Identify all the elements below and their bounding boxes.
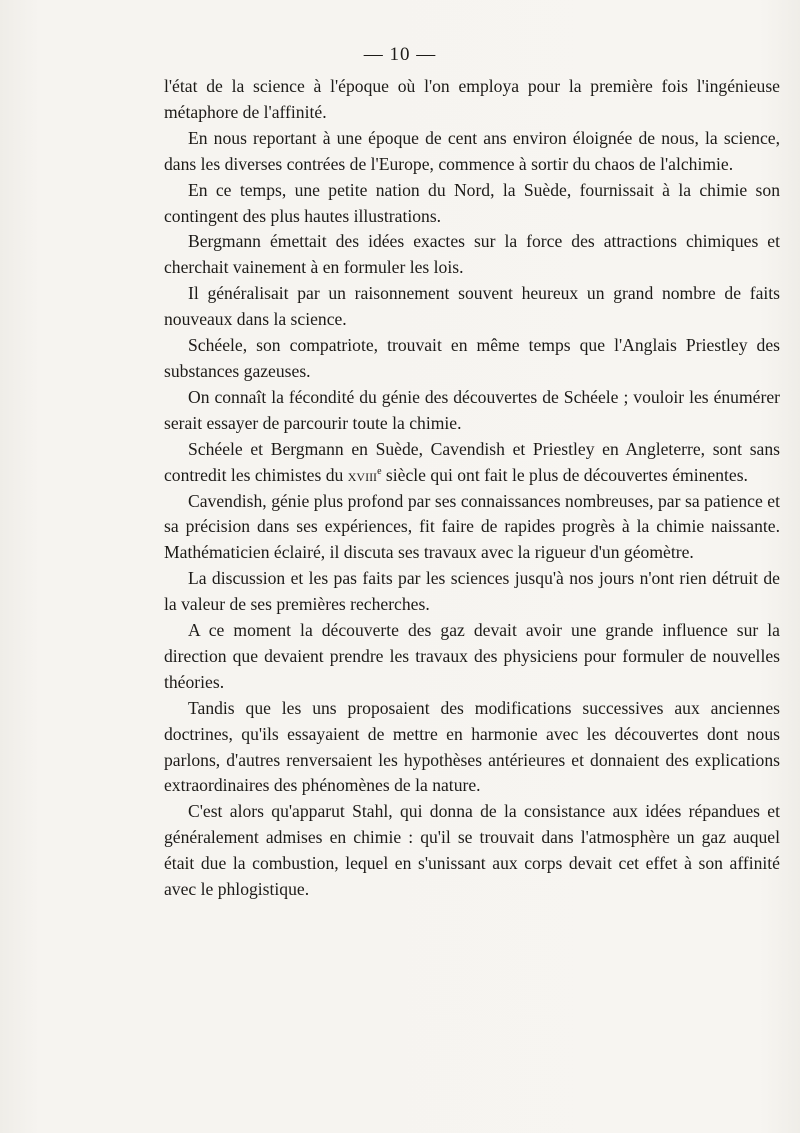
paragraph: Il généralisait par un raisonnement souvent heureux un grand nombre de faits nouveaux dans la science. [164, 283, 780, 330]
paragraph: En nous reportant à une époque de cent ans environ éloignée de nous, la science, dans les diverses contrées de l'Europe, commence à sortir du chaos de l'alchimie. [164, 127, 780, 174]
paragraph: Schéele, son compatriote, trouvait en même temps que l'Anglais Priestley des substances gazeuses. [164, 335, 780, 381]
paragraph-text: siècle qui ont fait le plus de découvertes éminentes. [381, 464, 748, 485]
body-text [164, 74, 780, 903]
paragraph-text: Schéele et Bergmann en Suède, Cavendish et Priestley en Angleterre, sont sans contredit les chimistes du [164, 438, 780, 485]
paragraph: Tandis que les uns proposaient des modifications successives aux anciennes doctrines, qu'ils essayaient de mettre en harmonie avec les découvertes dont nous parlons, d'autres renversaient les hypothèses antérieures et donnaient des explications extraordinaires des phénomènes de la nature. [164, 697, 780, 796]
paragraph: Cavendish, génie plus profond par ses connaissances nombreuses, par sa patience et sa précision dans ses expériences, fit faire de rapides progrès à la chimie naissante. Mathématicien éclairé, il discuta ses travaux avec la rigueur d'un géomètre. [164, 490, 780, 563]
paragraph: Bergmann émettait des idées exactes sur la force des attractions chimiques et cherchait vainement à en formuler les lois. [164, 231, 780, 278]
century-numeral: xviii [347, 464, 378, 485]
paragraph: En ce temps, une petite nation du Nord, la Suède, fournissait à la chimie son contingent des plus hautes illustrations. [164, 179, 780, 226]
century-superscript: e [377, 465, 382, 477]
page-number: — 10 — [363, 44, 437, 65]
paragraph: l'état de la science à l'époque où l'on employa pour la première fois l'ingénieuse métaphore de l'affinité. [164, 76, 780, 122]
paragraph: On connaît la fécondité du génie des découvertes de Schéele ; vouloir les énumérer serait essayer de parcourir toute la chimie. [164, 386, 780, 433]
paragraph [164, 437, 780, 489]
paragraph: La discussion et les pas faits par les sciences jusqu'à nos jours n'ont rien détruit de la valeur de ses premières recherches. [164, 568, 780, 615]
paragraph: A ce moment la découverte des gaz devait avoir une grande influence sur la direction que devaient prendre les travaux des physiciens pour formuler de nouvelles théories. [164, 620, 780, 692]
paragraph: C'est alors qu'apparut Stahl, qui donna de la consistance aux idées répandues et généralement admises en chimie : qu'il se trouvait dans l'atmosphère un gaz auquel était due la combustion, lequel en s'unissant aux corps devait cet effet à son affinité avec le phlogistique. [164, 801, 780, 900]
